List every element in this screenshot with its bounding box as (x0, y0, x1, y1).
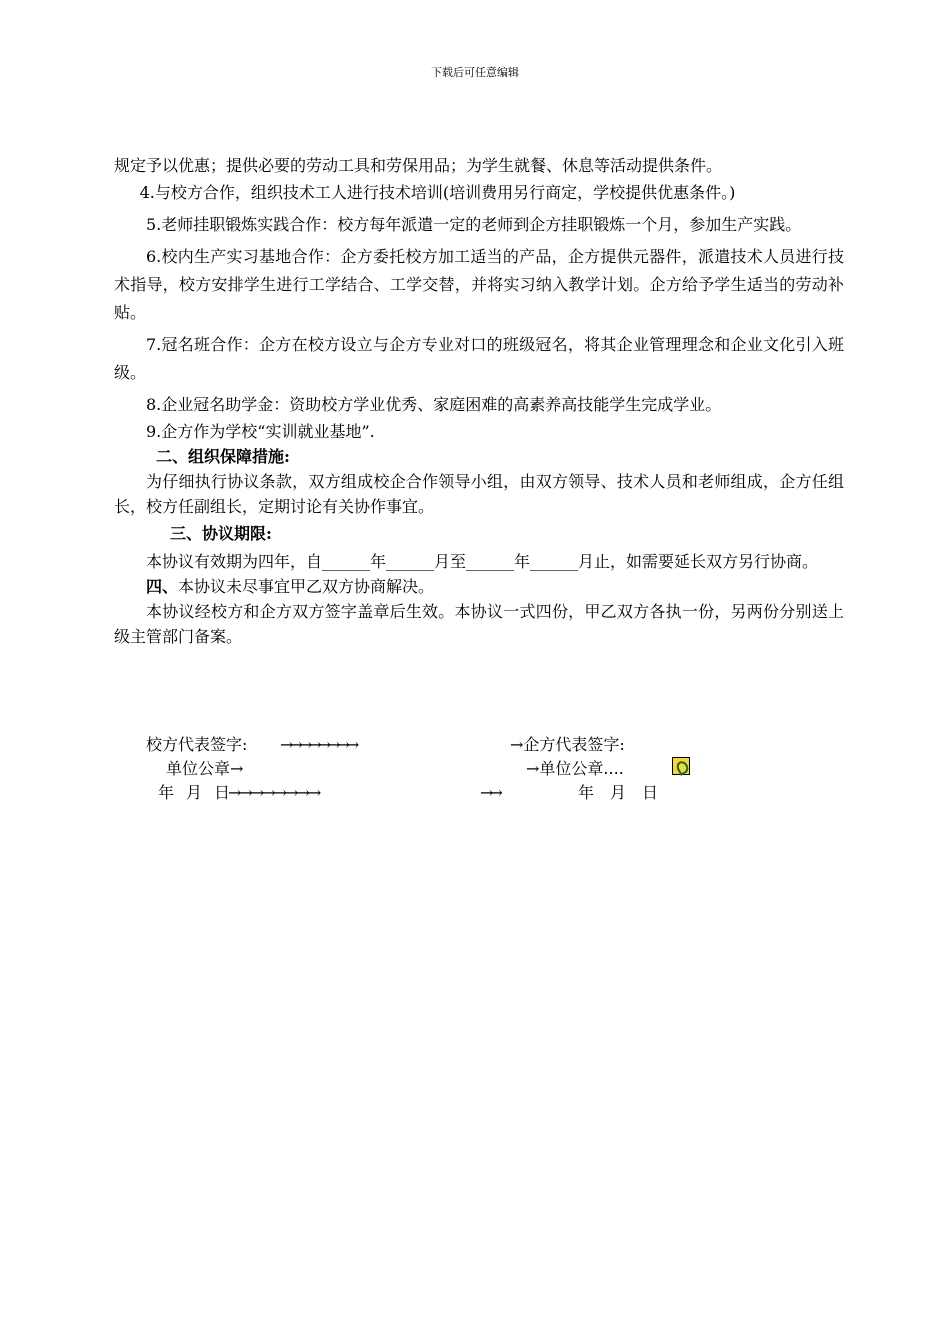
paragraph-item-7: 7.冠名班合作：企方在校方设立与企方专业对口的班级冠名，将其企业管理理念和企业文化引入班级。 (114, 335, 844, 382)
school-representative-label: 校方代表签字: (146, 735, 248, 754)
school-signature-arrows: →→→→→→→→ (280, 735, 356, 754)
paragraph-unresolved (114, 574, 844, 599)
signature-row-seals (114, 757, 814, 781)
document-body (114, 152, 844, 649)
paragraph-organization: 为仔细执行协议条款，双方组成校企合作领导小组，由双方领导、技术人员和老师组成，企方任组长，校方任副组长，定期讨论有关协作事宜。 (114, 472, 844, 516)
date-middle-arrows: →→ (480, 783, 499, 802)
company-representative-label: →企方代表签字: (510, 735, 625, 754)
signature-row-representatives (114, 733, 814, 757)
section-heading-unresolved: 四、 (146, 577, 179, 596)
signature-block (114, 733, 814, 805)
paragraph-benefits: 规定予以优惠；提供必要的劳动工具和劳保用品；为学生就餐、休息等活动提供条件。 (114, 156, 723, 175)
paragraph-term: 本协议有效期为四年，自______年______月至______年______月止，如需要延长双方另行协商。 (146, 552, 819, 571)
paragraph-item-6: 6.校内生产实习基地合作：企方委托校方加工适当的产品，企方提供元器件，派遣技术人员进行技术指导，校方安排学生进行工学结合、工学交替，并将实习纳入教学计划。企方给予学生适当的劳动补贴。 (114, 247, 844, 322)
paragraph-item-9: 9.企方作为学校“实训就业基地”. (146, 422, 375, 441)
school-seal-label: 单位公章→ (166, 759, 244, 778)
page-header-note: 下载后可任意编辑 (431, 66, 519, 79)
section-heading-organization: 二、组织保障措施: (156, 447, 290, 466)
paragraph-unresolved-text: 本协议未尽事宜甲乙双方协商解决。 (178, 577, 435, 596)
company-seal-label: →单位公章.... (526, 759, 624, 778)
school-date-line: 年 月 日→→→→→→→→ (158, 783, 320, 802)
paragraph-item-4: 4.与校方合作，组织技术工人进行技术培训(培训费用另行商定，学校提供优惠条件。) (139, 183, 736, 202)
section-heading-term: 三、协议期限: (170, 524, 272, 543)
signature-row-dates (114, 781, 814, 805)
paragraph-item-5: 5.老师挂职锻炼实践合作：校方每年派遣一定的老师到企方挂职锻炼一个月，参加生产实践。 (146, 215, 802, 234)
paragraph-closing: 本协议经校方和企方双方签字盖章后生效。本协议一式四份，甲乙双方各执一份，另两份分别送上级主管部门备案。 (114, 602, 844, 646)
paragraph-item-8: 8.企业冠名助学金：资助校方学业优秀、家庭困难的高素养高技能学生完成学业。 (146, 395, 722, 414)
company-date-line: 年 月 日 (578, 783, 659, 802)
embedded-object-icon[interactable] (672, 757, 690, 775)
